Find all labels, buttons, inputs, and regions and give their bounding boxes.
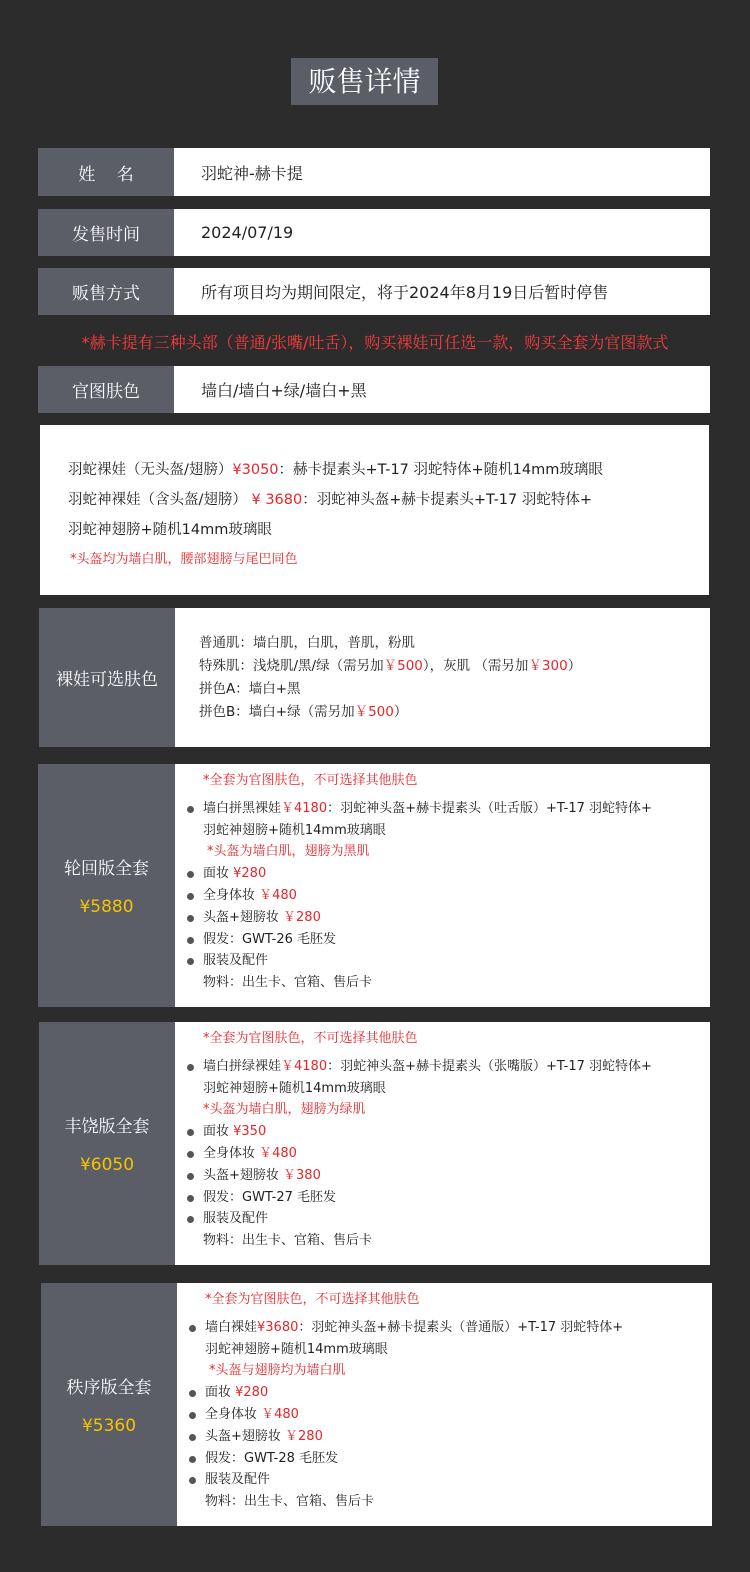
product-line-2: 羽蛇神裸娃（含头盔/翅膀） ¥ 3680：羽蛇神头盔+赫卡提素头+T-17 羽蛇特体+ bbox=[68, 492, 593, 508]
set-abundance bbox=[39, 1022, 710, 1265]
name-row bbox=[38, 148, 710, 196]
set-item: 服装及配件 bbox=[187, 1469, 712, 1491]
set-notice: *全套为官图肤色，不可选择其他肤色 bbox=[203, 773, 418, 788]
set-price: ¥5360 bbox=[81, 1416, 137, 1436]
price-text: ¥3050 bbox=[232, 462, 279, 478]
set-price: ¥5880 bbox=[79, 897, 134, 917]
skin-option-line: 拼色B：墙白+绿（需另加￥500） bbox=[199, 703, 408, 720]
method-row bbox=[38, 268, 710, 315]
set-item-cont: 羽蛇神翅膀+随机14mm玻璃眼 bbox=[205, 1341, 388, 1357]
set-body bbox=[175, 1022, 710, 1265]
date-label: 发售时间 bbox=[38, 209, 174, 256]
set-item: 头盔+翅膀妆 ￥280 bbox=[185, 907, 710, 929]
set-label bbox=[39, 1022, 175, 1265]
skin-options-label: 裸娃可选肤色 bbox=[39, 608, 175, 747]
date-value: 2024/07/19 bbox=[174, 209, 710, 256]
set-item: 物料：出生卡、官箱、售后卡 bbox=[205, 1494, 375, 1510]
skin-label: 官图肤色 bbox=[38, 366, 174, 413]
set-item: 头盔+翅膀妆 ￥280 bbox=[187, 1426, 712, 1448]
set-item: 物料：出生卡、官箱、售后卡 bbox=[203, 975, 373, 991]
set-item: 假发：GWT-28 毛胚发 bbox=[187, 1448, 712, 1470]
set-title: 轮回版全套 bbox=[64, 859, 149, 879]
head-notice: *赫卡提有三种头部（普通/张嘴/吐舌），购买裸娃可任选一款，购买全套为官图款式 bbox=[81, 333, 669, 352]
set-item: 假发：GWT-27 毛胚发 bbox=[185, 1187, 710, 1209]
skin-option-line: 特殊肌：浅烧肌/黑/绿（需另加￥500），灰肌 （需另加￥300） bbox=[199, 657, 582, 674]
set-sub-note: *头盔与翅膀均为墙白肌 bbox=[209, 1363, 346, 1379]
set-item: 面妆 ¥350 bbox=[185, 1121, 710, 1143]
method-label: 贩售方式 bbox=[38, 268, 174, 315]
page-title: 贩售详情 bbox=[291, 58, 438, 105]
product-note: *头盔均为墙白肌，腰部翅膀与尾巴同色 bbox=[70, 552, 298, 567]
skin-option-line: 普通肌：墙白肌，白肌，普肌，粉肌 bbox=[199, 634, 415, 651]
set-body bbox=[175, 764, 710, 1007]
skin-option-line: 拼色A：墙白+黑 bbox=[199, 680, 301, 697]
price-text: ¥ 3680 bbox=[246, 492, 303, 508]
set-item: 头盔+翅膀妆 ￥380 bbox=[185, 1165, 710, 1187]
set-notice: *全套为官图肤色，不可选择其他肤色 bbox=[203, 1031, 418, 1046]
set-body bbox=[177, 1283, 712, 1526]
name-value: 羽蛇神-赫卡提 bbox=[174, 148, 710, 196]
set-item: 全身体妆 ￥480 bbox=[185, 1143, 710, 1165]
set-title: 丰饶版全套 bbox=[64, 1117, 150, 1137]
name-label: 姓 名 bbox=[38, 148, 174, 196]
set-item: 服装及配件 bbox=[185, 950, 710, 972]
product-line-3: 羽蛇神翅膀+随机14mm玻璃眼 bbox=[68, 522, 272, 538]
set-label bbox=[38, 764, 175, 1007]
set-item: 假发：GWT-26 毛胚发 bbox=[185, 929, 710, 951]
product-line-1: 羽蛇裸娃（无头盔/翅膀）¥3050：赫卡提素头+T-17 羽蛇特体+随机14mm玻璃眼 bbox=[68, 462, 603, 478]
set-sub-note: *头盔为墙白肌，翅膀为绿肌 bbox=[203, 1102, 366, 1118]
skin-options-row bbox=[39, 608, 710, 747]
set-item: 全身体妆 ￥480 bbox=[185, 885, 710, 907]
set-item: 面妆 ¥280 bbox=[187, 1382, 712, 1404]
skin-value: 墙白/墙白+绿/墙白+黑 bbox=[174, 366, 710, 413]
set-item: 墙白拼黑裸娃￥4180：羽蛇神头盔+赫卡提素头（吐舌版）+T-17 羽蛇特体+ bbox=[185, 798, 710, 820]
set-title: 秩序版全套 bbox=[66, 1378, 152, 1398]
set-sub-note: *头盔为墙白肌，翅膀为黑肌 bbox=[207, 844, 370, 860]
set-samsara bbox=[38, 764, 710, 1007]
set-item: 墙白裸娃¥3680：羽蛇神头盔+赫卡提素头（普通版）+T-17 羽蛇特体+ bbox=[187, 1317, 712, 1339]
set-label bbox=[41, 1283, 177, 1526]
set-item: 全身体妆 ￥480 bbox=[187, 1404, 712, 1426]
set-item: 服装及配件 bbox=[185, 1208, 710, 1230]
set-order bbox=[41, 1283, 712, 1526]
set-item: 面妆 ¥280 bbox=[185, 863, 710, 885]
set-price: ¥6050 bbox=[79, 1155, 135, 1175]
set-notice: *全套为官图肤色，不可选择其他肤色 bbox=[205, 1292, 420, 1307]
product-description bbox=[40, 425, 709, 595]
method-value: 所有项目均为期间限定，将于2024年8月19日后暂时停售 bbox=[174, 268, 710, 315]
set-item: 墙白拼绿裸娃￥4180：羽蛇神头盔+赫卡提素头（张嘴版）+T-17 羽蛇特体+ bbox=[185, 1056, 710, 1078]
skin-options-body bbox=[175, 608, 710, 747]
set-item: 物料：出生卡、官箱、售后卡 bbox=[203, 1233, 373, 1249]
date-row bbox=[38, 209, 710, 256]
set-item-cont: 羽蛇神翅膀+随机14mm玻璃眼 bbox=[203, 1080, 386, 1096]
set-item-cont: 羽蛇神翅膀+随机14mm玻璃眼 bbox=[203, 822, 386, 838]
skin-row bbox=[38, 366, 710, 413]
